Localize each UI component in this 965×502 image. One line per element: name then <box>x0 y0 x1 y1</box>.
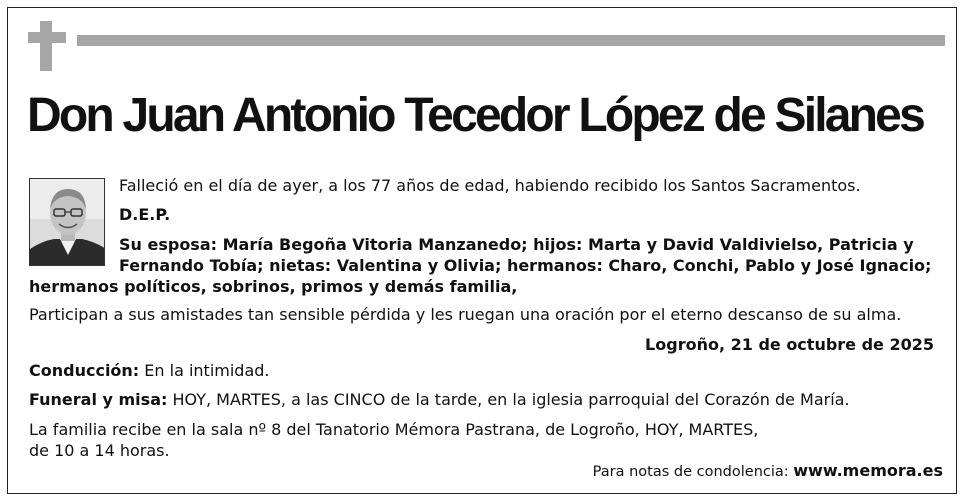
portrait-photo <box>29 178 105 266</box>
conduccion-label: Conducción: <box>29 361 140 380</box>
participation-text: Participan a sus amistades tan sensible pérdida y les ruegan una oración por el eterno descanso de su alma. <box>29 305 902 324</box>
family-receives-line-1: La familia recibe en la sala nº 8 del Tanatorio Mémora Pastrana, de Logroño, HOY, MARTES, <box>29 420 759 439</box>
header-rule <box>77 35 945 46</box>
deceased-name: Don Juan Antonio Tecedor López de Silanes <box>27 89 923 142</box>
family-receives-line-2: de 10 a 14 horas. <box>29 441 170 460</box>
condolence-link[interactable]: www.memora.es <box>793 461 943 480</box>
condolence-footer <box>593 461 943 480</box>
death-announcement: Falleció en el día de ayer, a los 77 años de edad, habiendo recibido los Santos Sacramentos. <box>119 176 861 195</box>
place-date: Logroño, 21 de octubre de 2025 <box>645 335 934 354</box>
cross-icon-arm <box>28 32 66 43</box>
family-line-3: hermanos políticos, sobrinos, primos y demás familia, <box>29 277 518 296</box>
dep-text: D.E.P. <box>119 205 171 224</box>
funeral-line <box>29 389 850 410</box>
condolence-label: Para notas de condolencia: <box>592 464 789 480</box>
cross-icon <box>40 21 52 71</box>
portrait-image <box>30 179 105 266</box>
conduccion-line <box>29 360 270 381</box>
family-line-2: Fernando Tobía; nietas: Valentina y Olivia; hermanos: Charo, Conchi, Pablo y José Ignacio; <box>119 256 932 275</box>
funeral-label: Funeral y misa: <box>29 390 168 409</box>
family-line-1: Su esposa: María Begoña Vitoria Manzanedo; hijos: Marta y David Valdivielso, Patricia y <box>119 235 914 254</box>
conduccion-value: En la intimidad. <box>144 361 270 380</box>
funeral-value: HOY, MARTES, a las CINCO de la tarde, en la iglesia parroquial del Corazón de María. <box>172 390 850 409</box>
